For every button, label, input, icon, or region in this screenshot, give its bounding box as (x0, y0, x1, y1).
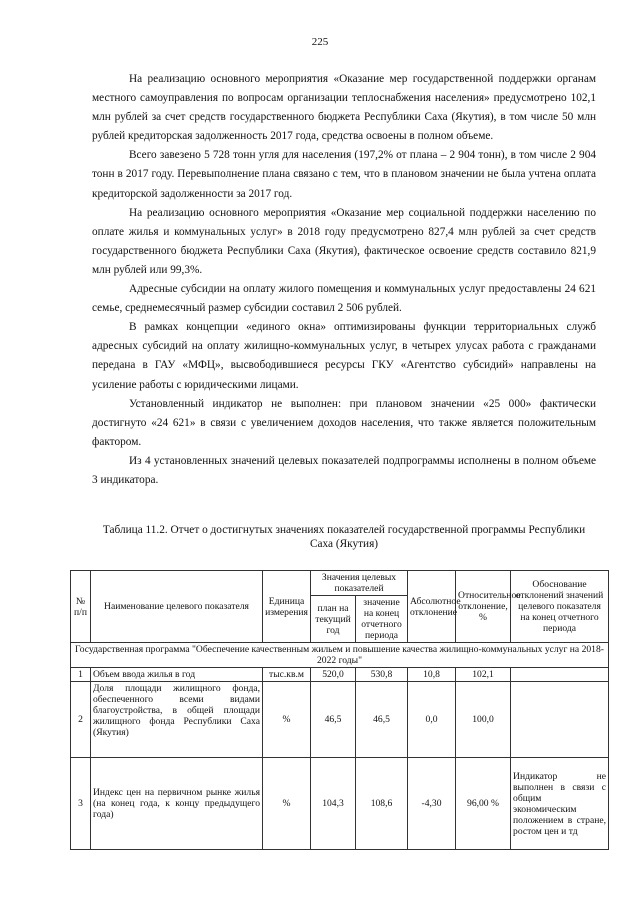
header-num: № п/п (71, 571, 91, 643)
cell-rel: 96,00 % (456, 758, 511, 850)
cell-plan: 46,5 (311, 682, 356, 758)
header-actual: значение на конец отчетного периода (356, 596, 408, 643)
cell-rel: 100,0 (456, 682, 511, 758)
cell-abs: -4,30 (408, 758, 456, 850)
cell-name: Индекс цен на первичном рынке жилья (на конец года, к концу предыдущего года) (91, 758, 263, 850)
cell-abs: 10,8 (408, 668, 456, 682)
paragraph-7: Из 4 установленных значений целевых показателей подпрограммы исполнены в полном объеме 3 индикатора. (92, 454, 596, 486)
cell-reason: Индикатор не выполнен в связи с общим экономическим положением в стране, ростом цен и тд (511, 758, 609, 850)
cell-actual: 46,5 (356, 682, 408, 758)
indicators-table (70, 570, 609, 850)
cell-unit: % (263, 758, 311, 850)
cell-num: 2 (71, 682, 91, 758)
paragraph-6: Установленный индикатор не выполнен: при плановом значении «25 000» фактически достигнуто «24 621» в связи с увеличением доходов населения, что также является положительным фактором. (92, 397, 596, 448)
cell-unit: % (263, 682, 311, 758)
cell-name: Объем ввода жилья в год (91, 668, 263, 682)
cell-reason (511, 668, 609, 682)
table-row (71, 682, 609, 758)
cell-plan: 104,3 (311, 758, 356, 850)
page-number: 225 (311, 36, 329, 48)
cell-num: 3 (71, 758, 91, 850)
paragraph-1: На реализацию основного мероприятия «Оказание мер государственной поддержки органам местного самоуправления по вопросам организации теплоснабжения населения» предусмотрено 102,1 млн рублей за счет средств государственного бюджета Республики Саха (Якутия), в том числе 50 млн рублей кредиторская задолженность 2017 года, средства освоены в полном объеме. (92, 73, 596, 143)
cell-unit: тыс.кв.м (263, 668, 311, 682)
section-title: Государственная программа "Обеспечение качественным жильем и повышение качества жилищно-коммунальных услуг на 2018-2022 годы" (71, 643, 609, 668)
cell-num: 1 (71, 668, 91, 682)
cell-abs: 0,0 (408, 682, 456, 758)
paragraph-2: Всего завезено 5 728 тонн угля для населения (197,2% от плана – 2 904 тонн), в том числе 2 904 тонн в 2017 году. Перевыполнение плана связано с тем, что в плановом значении не была учтена оплата кредиторской задолженности за 2017 год. (92, 149, 596, 200)
header-reason: Обоснование отклонений значений целевого показателя на конец отчетного периода (511, 571, 609, 643)
cell-reason (511, 682, 609, 758)
header-rel-dev: Относительное отклонение, % (456, 571, 511, 643)
table-header-row (71, 571, 609, 596)
body-text (92, 70, 596, 490)
header-name: Наименование целевого показателя (91, 571, 263, 643)
header-unit: Единица измерения (263, 571, 311, 643)
header-values-group: Значения целевых показателей (311, 571, 408, 596)
table-caption: Таблица 11.2. Отчет о достигнутых значениях показателей государственной программы Республики Саха (Якутия) (102, 524, 586, 550)
cell-actual: 530,8 (356, 668, 408, 682)
paragraph-5: В рамках концепции «единого окна» оптимизированы функции территориальных служб адресных субсидий на оплату жилищно-коммунальных услуг, в четырех улусах работа с гражданами передана в ГАУ «МФЦ», высвободившиеся ресурсы ГКУ «Агентство субсидий» направлены на усиление работы с юридическими лицами. (92, 321, 596, 391)
table-row (71, 668, 609, 682)
cell-actual: 108,6 (356, 758, 408, 850)
header-abs-dev: Абсолютное отклонение (408, 571, 456, 643)
table-row (71, 758, 609, 850)
cell-name: Доля площади жилищного фонда, обеспеченного всеми видами благоустройства, в общей площади жилищного фонда Республики Саха (Якутия) (91, 682, 263, 758)
cell-rel: 102,1 (456, 668, 511, 682)
paragraph-4: Адресные субсидии на оплату жилого помещения и коммунальных услуг предоставлены 24 621 семье, среднемесячный размер субсидии составил 2 506 рублей. (92, 283, 596, 315)
paragraph-3: На реализацию основного мероприятия «Оказание мер социальной поддержки населению по оплате жилья и коммунальных услуг» в 2018 году предусмотрено 827,4 млн рублей за счет средств государственного бюджета Республики Саха (Якутия), фактическое освоение средств составило 821,9 млн рублей или 99,3%. (92, 206, 596, 276)
table-section-row (71, 643, 609, 668)
cell-plan: 520,0 (311, 668, 356, 682)
header-plan: план на текущий год (311, 596, 356, 643)
